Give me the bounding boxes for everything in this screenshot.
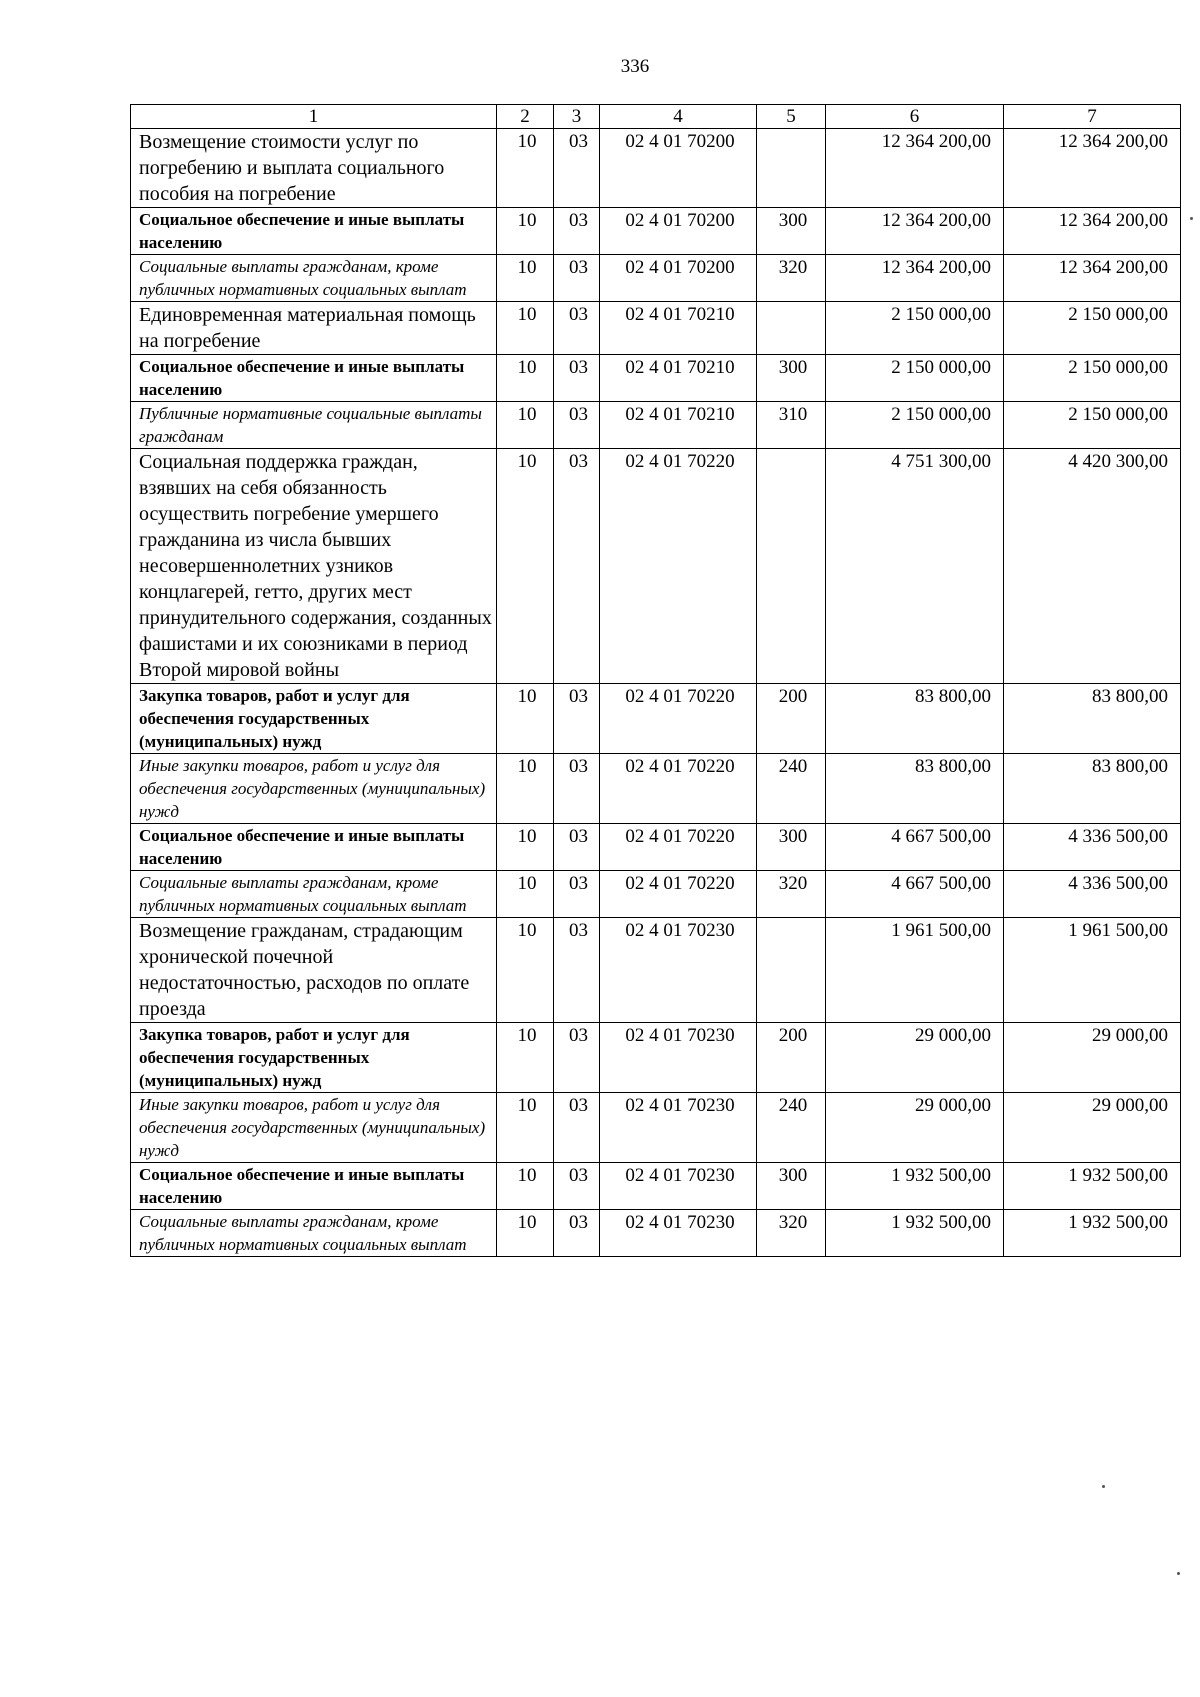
budget-table — [130, 104, 1181, 1257]
amount-year2-cell: 29 000,00 — [1004, 1093, 1181, 1163]
subsection-cell: 03 — [554, 1093, 600, 1163]
expense-type-cell — [757, 918, 826, 1023]
page-number: 336 — [620, 56, 650, 77]
amount-year1-cell: 29 000,00 — [826, 1023, 1004, 1093]
description-cell: Возмещение гражданам, страдающим хронической почечной недостаточностью, расходов по оплате проезда — [131, 918, 497, 1023]
amount-year1-cell: 4 667 500,00 — [826, 824, 1004, 871]
target-article-cell: 02 4 01 70200 — [600, 255, 757, 302]
subsection-cell: 03 — [554, 684, 600, 754]
amount-year2-cell: 1 932 500,00 — [1004, 1210, 1181, 1257]
target-article-cell: 02 4 01 70230 — [600, 1023, 757, 1093]
target-article-cell: 02 4 01 70210 — [600, 302, 757, 355]
amount-year1-cell: 2 150 000,00 — [826, 355, 1004, 402]
amount-year2-cell: 12 364 200,00 — [1004, 208, 1181, 255]
target-article-cell: 02 4 01 70220 — [600, 824, 757, 871]
amount-year1-cell: 4 751 300,00 — [826, 449, 1004, 684]
description-cell: Социальное обеспечение и иные выплаты населению — [131, 824, 497, 871]
table-row — [131, 1023, 1181, 1093]
expense-type-cell: 320 — [757, 1210, 826, 1257]
table-row — [131, 402, 1181, 449]
subsection-cell: 03 — [554, 129, 600, 208]
description-cell: Публичные нормативные социальные выплаты гражданам — [131, 402, 497, 449]
amount-year2-cell: 83 800,00 — [1004, 684, 1181, 754]
target-article-cell: 02 4 01 70230 — [600, 1093, 757, 1163]
target-article-cell: 02 4 01 70220 — [600, 871, 757, 918]
description-cell: Социальное обеспечение и иные выплаты населению — [131, 1163, 497, 1210]
description-cell: Возмещение стоимости услуг по погребению и выплата социального пособия на погребение — [131, 129, 497, 208]
amount-year1-cell: 2 150 000,00 — [826, 402, 1004, 449]
amount-year2-cell: 1 961 500,00 — [1004, 918, 1181, 1023]
subsection-cell: 03 — [554, 754, 600, 824]
target-article-cell: 02 4 01 70200 — [600, 208, 757, 255]
table-row — [131, 1163, 1181, 1210]
section-cell: 10 — [497, 684, 554, 754]
amount-year1-cell: 12 364 200,00 — [826, 208, 1004, 255]
table-body — [131, 105, 1181, 1257]
expense-type-cell — [757, 449, 826, 684]
target-article-cell: 02 4 01 70220 — [600, 684, 757, 754]
table-row — [131, 918, 1181, 1023]
amount-year2-cell: 12 364 200,00 — [1004, 255, 1181, 302]
amount-year2-cell: 29 000,00 — [1004, 1023, 1181, 1093]
header-cell-5: 5 — [757, 105, 826, 129]
description-cell: Иные закупки товаров, работ и услуг для обеспечения государственных (муниципальных) нужд — [131, 1093, 497, 1163]
amount-year2-cell: 2 150 000,00 — [1004, 402, 1181, 449]
target-article-cell: 02 4 01 70210 — [600, 402, 757, 449]
target-article-cell: 02 4 01 70230 — [600, 918, 757, 1023]
description-cell: Социальное обеспечение и иные выплаты населению — [131, 208, 497, 255]
section-cell: 10 — [497, 1210, 554, 1257]
table-row — [131, 255, 1181, 302]
target-article-cell: 02 4 01 70210 — [600, 355, 757, 402]
subsection-cell: 03 — [554, 208, 600, 255]
expense-type-cell: 240 — [757, 1093, 826, 1163]
amount-year1-cell: 2 150 000,00 — [826, 302, 1004, 355]
amount-year2-cell: 4 336 500,00 — [1004, 824, 1181, 871]
subsection-cell: 03 — [554, 255, 600, 302]
subsection-cell: 03 — [554, 824, 600, 871]
header-cell-3: 3 — [554, 105, 600, 129]
amount-year1-cell: 83 800,00 — [826, 684, 1004, 754]
table-row — [131, 355, 1181, 402]
description-cell: Социальная поддержка граждан, взявших на себя обязанность осуществить погребение умершего гражданина из числа бывших несовершеннолетних узников концлагерей, гетто, других мест принудительного содержания, созданных фашистами и их союзниками в период Второй мировой войны — [131, 449, 497, 684]
amount-year2-cell: 83 800,00 — [1004, 754, 1181, 824]
description-cell: Иные закупки товаров, работ и услуг для обеспечения государственных (муниципальных) нужд — [131, 754, 497, 824]
expense-type-cell: 300 — [757, 1163, 826, 1210]
section-cell: 10 — [497, 449, 554, 684]
subsection-cell: 03 — [554, 871, 600, 918]
description-cell: Социальные выплаты гражданам, кроме публичных нормативных социальных выплат — [131, 871, 497, 918]
description-cell: Социальные выплаты гражданам, кроме публичных нормативных социальных выплат — [131, 255, 497, 302]
table-row — [131, 754, 1181, 824]
description-cell: Социальные выплаты гражданам, кроме публичных нормативных социальных выплат — [131, 1210, 497, 1257]
subsection-cell: 03 — [554, 918, 600, 1023]
scan-speck — [1190, 217, 1193, 220]
target-article-cell: 02 4 01 70220 — [600, 449, 757, 684]
section-cell: 10 — [497, 1023, 554, 1093]
amount-year2-cell: 1 932 500,00 — [1004, 1163, 1181, 1210]
target-article-cell: 02 4 01 70230 — [600, 1163, 757, 1210]
amount-year1-cell: 1 932 500,00 — [826, 1210, 1004, 1257]
description-cell: Закупка товаров, работ и услуг для обеспечения государственных (муниципальных) нужд — [131, 684, 497, 754]
section-cell: 10 — [497, 754, 554, 824]
section-cell: 10 — [497, 208, 554, 255]
table-row — [131, 208, 1181, 255]
expense-type-cell: 320 — [757, 871, 826, 918]
expense-type-cell — [757, 302, 826, 355]
description-cell: Социальное обеспечение и иные выплаты населению — [131, 355, 497, 402]
amount-year1-cell: 83 800,00 — [826, 754, 1004, 824]
amount-year1-cell: 1 961 500,00 — [826, 918, 1004, 1023]
section-cell: 10 — [497, 402, 554, 449]
subsection-cell: 03 — [554, 355, 600, 402]
section-cell: 10 — [497, 129, 554, 208]
amount-year2-cell: 2 150 000,00 — [1004, 302, 1181, 355]
table-row — [131, 1210, 1181, 1257]
header-cell-2: 2 — [497, 105, 554, 129]
amount-year2-cell: 4 420 300,00 — [1004, 449, 1181, 684]
expense-type-cell — [757, 129, 826, 208]
target-article-cell: 02 4 01 70220 — [600, 754, 757, 824]
subsection-cell: 03 — [554, 402, 600, 449]
header-cell-7: 7 — [1004, 105, 1181, 129]
scan-speck — [1102, 1485, 1105, 1488]
amount-year1-cell: 1 932 500,00 — [826, 1163, 1004, 1210]
table-row — [131, 1093, 1181, 1163]
scan-speck — [1177, 1572, 1180, 1575]
expense-type-cell: 300 — [757, 208, 826, 255]
section-cell: 10 — [497, 824, 554, 871]
section-cell: 10 — [497, 255, 554, 302]
table-row — [131, 129, 1181, 208]
subsection-cell: 03 — [554, 302, 600, 355]
table-row — [131, 824, 1181, 871]
subsection-cell: 03 — [554, 449, 600, 684]
section-cell: 10 — [497, 871, 554, 918]
subsection-cell: 03 — [554, 1163, 600, 1210]
amount-year2-cell: 4 336 500,00 — [1004, 871, 1181, 918]
amount-year1-cell: 29 000,00 — [826, 1093, 1004, 1163]
expense-type-cell: 310 — [757, 402, 826, 449]
amount-year2-cell: 2 150 000,00 — [1004, 355, 1181, 402]
expense-type-cell: 240 — [757, 754, 826, 824]
amount-year2-cell: 12 364 200,00 — [1004, 129, 1181, 208]
expense-type-cell: 200 — [757, 1023, 826, 1093]
subsection-cell: 03 — [554, 1023, 600, 1093]
target-article-cell: 02 4 01 70230 — [600, 1210, 757, 1257]
description-cell: Единовременная материальная помощь на погребение — [131, 302, 497, 355]
table-row — [131, 302, 1181, 355]
header-cell-1: 1 — [131, 105, 497, 129]
expense-type-cell: 300 — [757, 355, 826, 402]
section-cell: 10 — [497, 302, 554, 355]
subsection-cell: 03 — [554, 1210, 600, 1257]
description-cell: Закупка товаров, работ и услуг для обеспечения государственных (муниципальных) нужд — [131, 1023, 497, 1093]
amount-year1-cell: 12 364 200,00 — [826, 129, 1004, 208]
expense-type-cell: 320 — [757, 255, 826, 302]
section-cell: 10 — [497, 1093, 554, 1163]
target-article-cell: 02 4 01 70200 — [600, 129, 757, 208]
section-cell: 10 — [497, 1163, 554, 1210]
amount-year1-cell: 12 364 200,00 — [826, 255, 1004, 302]
table-header-row — [131, 105, 1181, 129]
section-cell: 10 — [497, 918, 554, 1023]
expense-type-cell: 200 — [757, 684, 826, 754]
table-row — [131, 684, 1181, 754]
table-row — [131, 449, 1181, 684]
header-cell-6: 6 — [826, 105, 1004, 129]
amount-year1-cell: 4 667 500,00 — [826, 871, 1004, 918]
table-row — [131, 871, 1181, 918]
header-cell-4: 4 — [600, 105, 757, 129]
section-cell: 10 — [497, 355, 554, 402]
expense-type-cell: 300 — [757, 824, 826, 871]
